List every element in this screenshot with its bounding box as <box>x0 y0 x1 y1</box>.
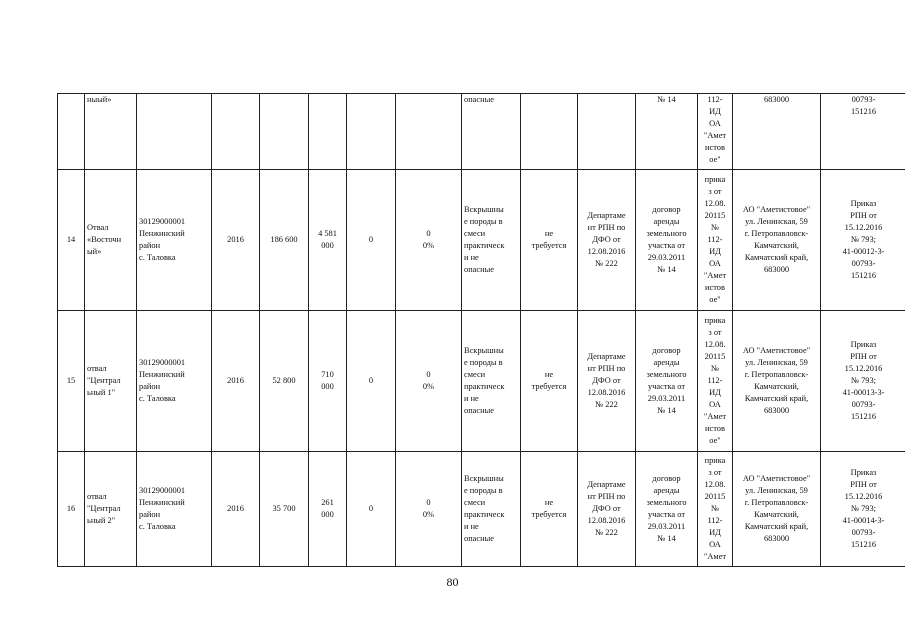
object-name-cell: отвал "Централ ьный 1" <box>85 311 137 452</box>
volume-3-cell <box>347 94 396 170</box>
department-decision-cell: Департаме нт РПН по ДФО от 12.08.2016 № 222 <box>578 452 636 567</box>
percent-cell: 0 0% <box>396 170 462 311</box>
department-decision-cell: Департаме нт РПН по ДФО от 12.08.2016 № 222 <box>578 170 636 311</box>
owner-address-cell: 683000 <box>733 94 821 170</box>
volume-3-cell: 0 <box>347 452 396 567</box>
volume-1-cell: 186 600 <box>260 170 309 311</box>
location-code-cell: 30129000001 Пенжинский район с. Таловка <box>137 311 212 452</box>
volume-1-cell <box>260 94 309 170</box>
table-row <box>58 94 905 170</box>
year-cell: 2016 <box>212 170 260 311</box>
volume-1-cell: 52 800 <box>260 311 309 452</box>
order-ref-cell: прика з от 12.08. 20115 № 112- ИД ОА "Амет истов ое" <box>698 170 733 311</box>
year-cell <box>212 94 260 170</box>
volume-1-cell: 35 700 <box>260 452 309 567</box>
page-number: 80 <box>446 575 459 589</box>
object-name-cell: ныый» <box>85 94 137 170</box>
volume-2-cell: 710 000 <box>309 311 347 452</box>
object-name-cell: Отвал «Восточн ый» <box>85 170 137 311</box>
land-contract-cell: договор аренды земельного участка от 29.03.2011 № 14 <box>636 311 698 452</box>
year-cell: 2016 <box>212 452 260 567</box>
table-body <box>58 94 905 567</box>
rpn-order-cell: 00793- 151216 <box>821 94 905 170</box>
location-code-cell: 30129000001 Пенжинский район с. Таловка <box>137 170 212 311</box>
volume-2-cell: 261 000 <box>309 452 347 567</box>
rpn-order-cell: Приказ РПН от 15.12.2016 № 793; 41-00012-3- 00793- 151216 <box>821 170 905 311</box>
volume-2-cell <box>309 94 347 170</box>
volume-3-cell: 0 <box>347 170 396 311</box>
percent-cell <box>396 94 462 170</box>
row-number-cell: 14 <box>58 170 85 311</box>
order-ref-cell: прика з от 12.08. 20115 № 112- ИД ОА "Амет истов ое" <box>698 311 733 452</box>
land-contract-cell: договор аренды земельного участка от 29.03.2011 № 14 <box>636 452 698 567</box>
waste-type-cell: Вскрышны е породы в смеси практическ и не опасные <box>462 170 521 311</box>
location-code-cell <box>137 94 212 170</box>
requirement-cell <box>521 94 578 170</box>
volume-3-cell: 0 <box>347 311 396 452</box>
requirement-cell: не требуется <box>521 170 578 311</box>
table-row <box>58 170 905 311</box>
waste-type-cell: Вскрышны е породы в смеси практическ и не опасные <box>462 452 521 567</box>
year-cell: 2016 <box>212 311 260 452</box>
owner-address-cell: АО "Аметистовое" ул. Ленинская, 59 г. Петропавловск- Камчатский, Камчатский край, 683000 <box>733 311 821 452</box>
order-ref-cell: 112- ИД ОА "Амет истов ое" <box>698 94 733 170</box>
department-decision-cell <box>578 94 636 170</box>
order-ref-cell: прика з от 12.08. 20115 № 112- ИД ОА "Амет <box>698 452 733 567</box>
table-row <box>58 311 905 452</box>
rpn-order-cell: Приказ РПН от 15.12.2016 № 793; 41-00013-3- 00793- 151216 <box>821 311 905 452</box>
volume-2-cell: 4 581 000 <box>309 170 347 311</box>
owner-address-cell: АО "Аметистовое" ул. Ленинская, 59 г. Петропавловск- Камчатский, Камчатский край, 683000 <box>733 452 821 567</box>
requirement-cell: не требуется <box>521 452 578 567</box>
department-decision-cell: Департаме нт РПН по ДФО от 12.08.2016 № 222 <box>578 311 636 452</box>
row-number-cell: 16 <box>58 452 85 567</box>
percent-cell: 0 0% <box>396 311 462 452</box>
requirement-cell: не требуется <box>521 311 578 452</box>
land-contract-cell: № 14 <box>636 94 698 170</box>
object-name-cell: отвал "Централ ьный 2" <box>85 452 137 567</box>
waste-type-cell: опасные <box>462 94 521 170</box>
row-number-cell: 15 <box>58 311 85 452</box>
location-code-cell: 30129000001 Пенжинский район с. Таловка <box>137 452 212 567</box>
owner-address-cell: АО "Аметистовое" ул. Ленинская, 59 г. Петропавловск- Камчатский, Камчатский край, 683000 <box>733 170 821 311</box>
row-number-cell <box>58 94 85 170</box>
land-contract-cell: договор аренды земельного участка от 29.03.2011 № 14 <box>636 170 698 311</box>
rpn-order-cell: Приказ РПН от 15.12.2016 № 793; 41-00014-3- 00793- 151216 <box>821 452 905 567</box>
table-row <box>58 452 905 567</box>
percent-cell: 0 0% <box>396 452 462 567</box>
waste-type-cell: Вскрышны е породы в смеси практическ и не опасные <box>462 311 521 452</box>
registry-table <box>57 93 905 567</box>
